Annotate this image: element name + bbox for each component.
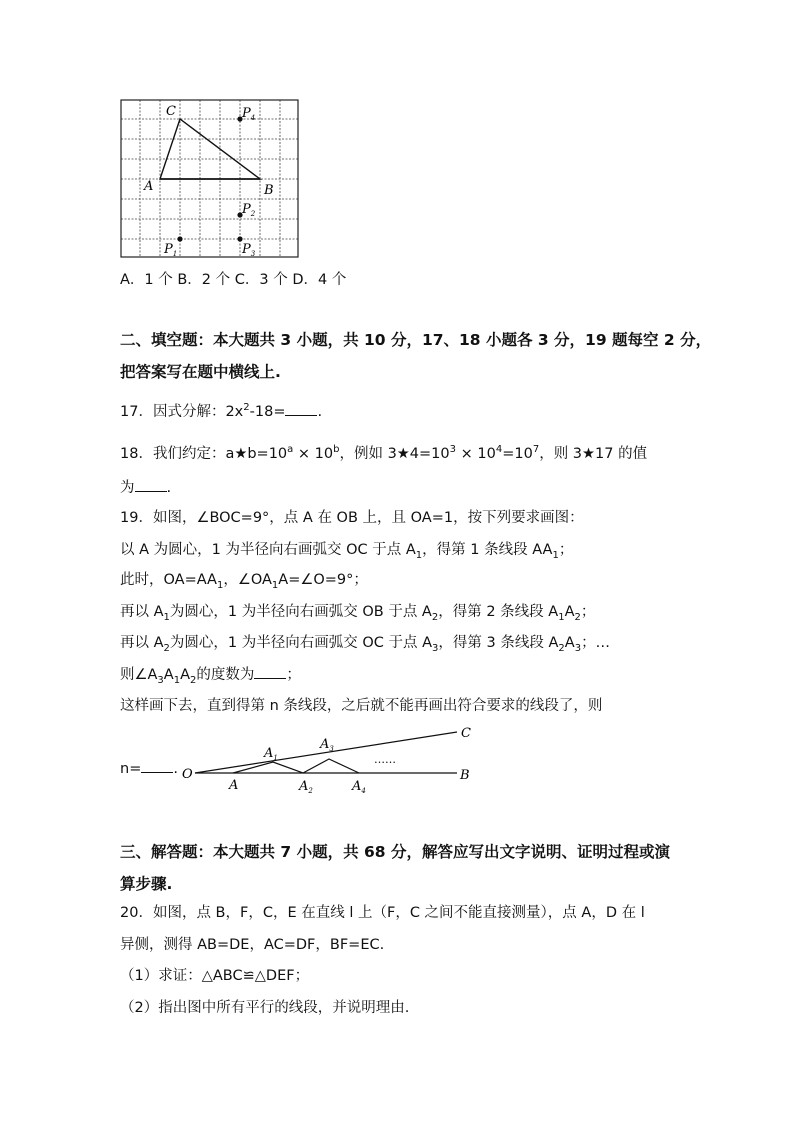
label-a1: $A_1$ bbox=[264, 746, 278, 762]
question-19-line2: 以 A 为圆心，1 为半径向右画弧交 OC 于点 $A_1$，得第 1 条线段 $AA_1$； bbox=[120, 542, 574, 561]
label-a4: $A_4$ bbox=[352, 779, 366, 795]
zigzag-segments bbox=[233, 759, 359, 773]
question-19-line6: 则$\angle A_3A_1A_2$的度数为 ； bbox=[120, 664, 301, 691]
answer-blank[interactable] bbox=[141, 758, 173, 773]
question-19-line4: 再以 $A_1$为圆心，1 为半径向右画弧交 OB 于点 $A_2$，得第 2 条线段 $A_1A_2$； bbox=[120, 604, 596, 623]
label-a: A bbox=[144, 179, 154, 194]
question-20-line2: 异侧，测得 AB=DE，AC=DF，BF=EC. bbox=[120, 937, 385, 953]
question-19-line1: 19．如图，∠BOC=9°，点 A 在 OB 上，且 OA=1，按下列要求画图： bbox=[120, 510, 584, 526]
angle-zigzag-figure bbox=[175, 722, 480, 797]
label-b: B bbox=[264, 183, 274, 198]
label-c: C bbox=[166, 104, 176, 119]
section2-heading-line1: 二、填空题：本大题共 3 小题，共 10 分，17、18 小题各 3 分，19 题每空 2 分， bbox=[120, 331, 712, 349]
question-18-line2: 为 . bbox=[120, 477, 171, 498]
label-b: B bbox=[460, 768, 470, 783]
answer-blank[interactable] bbox=[254, 664, 286, 679]
question-19-line5: 再以 $A_2$为圆心，1 为半径向右画弧交 OC 于点 $A_3$，得第 3 条线段 $A_2A_3$；… bbox=[120, 635, 611, 654]
label-o: O bbox=[182, 767, 193, 782]
section3-heading-line1: 三、解答题：本大题共 7 小题，共 68 分，解答应写出文字说明、证明过程或演 bbox=[120, 843, 670, 861]
label-p1: $P_1$ bbox=[164, 242, 178, 258]
section3-heading-line2: 算步骤. bbox=[120, 875, 173, 893]
section2-heading-line2: 把答案写在题中横线上. bbox=[120, 363, 281, 381]
question-20-line3: （1）求证：△ABC≌△DEF； bbox=[120, 968, 310, 984]
label-a3: $A_3$ bbox=[320, 737, 334, 753]
label-p3: $P_3$ bbox=[242, 242, 256, 258]
grid-triangle-figure bbox=[118, 97, 303, 262]
question-20-line4: （2）指出图中所有平行的线段，并说明理由. bbox=[120, 1000, 410, 1016]
label-p2: $P_2$ bbox=[242, 202, 256, 218]
label-a2: $A_2$ bbox=[299, 779, 313, 795]
point-p3 bbox=[237, 236, 242, 241]
question-19-line8: n= . bbox=[120, 758, 178, 779]
q16-options: A．1 个 B．2 个 C．3 个 D．4 个 bbox=[120, 272, 347, 288]
answer-blank[interactable] bbox=[285, 401, 317, 416]
question-17: 17．因式分解：$2x^2-18=$ . bbox=[120, 402, 323, 420]
answer-blank[interactable] bbox=[135, 477, 167, 492]
question-19-line7: 这样画下去，直到得第 n 条线段，之后就不能再画出符合要求的线段了，则 bbox=[120, 698, 603, 714]
label-p4: $P_4$ bbox=[242, 106, 256, 122]
ellipsis: …… bbox=[374, 753, 396, 766]
question-18-line1: 18．我们约定：$a★b=10^a \times 10^b$，例如 $3★4=10^3 \times 10^4=10^7$，则 3★17 的值 bbox=[120, 444, 648, 462]
label-a: A bbox=[229, 778, 239, 793]
question-20-line1: 20．如图，点 B，F，C，E 在直线 l 上（F，C 之间不能直接测量），点 A，D 在 l bbox=[120, 905, 645, 921]
label-c: C bbox=[461, 726, 471, 741]
question-19-line3: 此时，$OA=AA_1$，$\angle OA_1A=\angle O=9^\circ$； bbox=[120, 572, 368, 591]
point-p1 bbox=[177, 236, 182, 241]
triangle-abc bbox=[160, 119, 260, 179]
